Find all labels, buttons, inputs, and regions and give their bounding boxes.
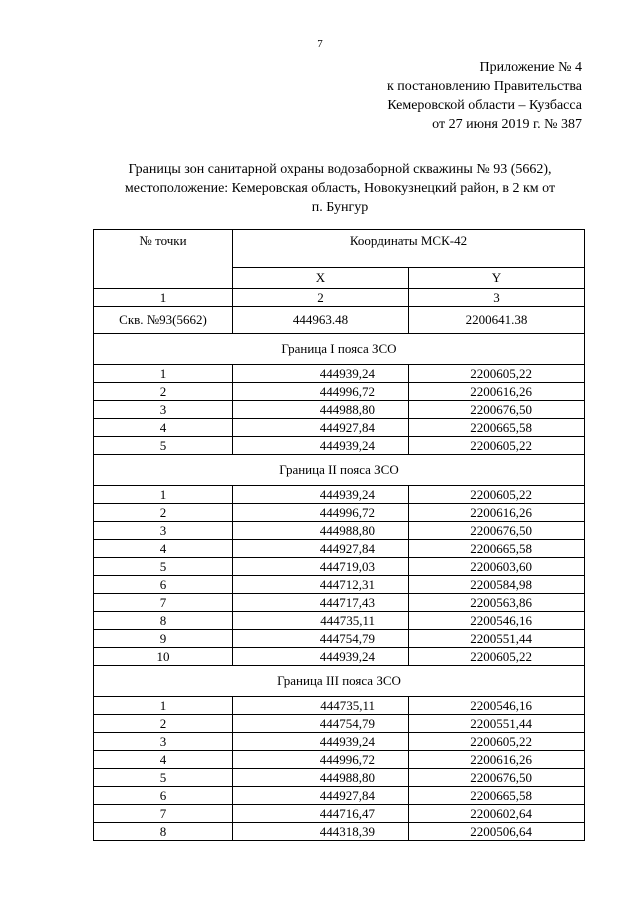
coordinate-y: 2200616,26 [409, 383, 585, 401]
point-number: 9 [94, 630, 233, 648]
appendix-line: Приложение № 4 [479, 60, 582, 75]
column-number-row [94, 289, 585, 307]
point-number: 10 [94, 648, 233, 666]
coordinate-x: 444988,80 [233, 401, 409, 419]
section-title: Граница III пояса ЗСО [94, 666, 585, 697]
coordinate-y: 2200605,22 [409, 437, 585, 455]
appendix-line: от 27 июня 2019 г. № 387 [432, 117, 582, 132]
coordinate-x: 444939,24 [233, 486, 409, 504]
coordinate-y: 2200665,58 [409, 419, 585, 437]
section-header-row [94, 334, 585, 365]
table-row [94, 486, 585, 504]
coordinate-x: 444939,24 [233, 437, 409, 455]
table-row [94, 504, 585, 522]
coordinate-x: 444712,31 [233, 576, 409, 594]
coordinate-y: 2200603,60 [409, 558, 585, 576]
point-number: 7 [94, 805, 233, 823]
column-header-y: Y [409, 268, 585, 289]
coordinate-y: 2200551,44 [409, 630, 585, 648]
coordinate-y: 2200563,86 [409, 594, 585, 612]
section-header-row [94, 455, 585, 486]
point-number: 5 [94, 558, 233, 576]
point-number: 5 [94, 437, 233, 455]
point-number: 1 [94, 486, 233, 504]
appendix-header [360, 58, 582, 134]
point-number: 6 [94, 576, 233, 594]
title-line: п. Бунгур [311, 200, 369, 215]
coordinate-x: 444719,03 [233, 558, 409, 576]
table-row [94, 558, 585, 576]
point-number: 2 [94, 715, 233, 733]
table-row [94, 697, 585, 715]
coordinate-y: 2200676,50 [409, 769, 585, 787]
table-row [94, 383, 585, 401]
column-number: 1 [94, 289, 233, 307]
coordinate-x: 444716,47 [233, 805, 409, 823]
section-title: Граница II пояса ЗСО [94, 455, 585, 486]
table-row [94, 787, 585, 805]
coordinates-table [93, 229, 585, 841]
coordinate-y: 2200665,58 [409, 787, 585, 805]
well-y: 2200641.38 [409, 307, 585, 334]
point-number: 3 [94, 733, 233, 751]
table-row [94, 751, 585, 769]
point-number: 1 [94, 697, 233, 715]
coordinate-x: 444996,72 [233, 504, 409, 522]
table-row [94, 576, 585, 594]
coordinate-y: 2200616,26 [409, 504, 585, 522]
table-row [94, 437, 585, 455]
point-number: 3 [94, 522, 233, 540]
coordinate-y: 2200605,22 [409, 486, 585, 504]
column-number: 3 [409, 289, 585, 307]
table-row [94, 401, 585, 419]
coordinate-x: 444939,24 [233, 733, 409, 751]
point-number: 6 [94, 787, 233, 805]
coordinate-y: 2200665,58 [409, 540, 585, 558]
coordinate-x: 444735,11 [233, 697, 409, 715]
column-header-coordinates: Координаты МСК-42 [233, 230, 585, 268]
coordinate-y: 2200551,44 [409, 715, 585, 733]
point-number: 4 [94, 751, 233, 769]
coordinate-y: 2200605,22 [409, 365, 585, 383]
coordinate-x: 444717,43 [233, 594, 409, 612]
coordinate-y: 2200605,22 [409, 648, 585, 666]
title-line: местоположение: Кемеровская область, Новокузнецкий район, в 2 км от [124, 181, 556, 196]
coordinate-x: 444996,72 [233, 383, 409, 401]
coordinate-x: 444318,39 [233, 823, 409, 841]
column-header-point: № точки [94, 230, 233, 289]
coordinate-y: 2200676,50 [409, 401, 585, 419]
section-header-row [94, 666, 585, 697]
coordinate-y: 2200616,26 [409, 751, 585, 769]
coordinate-x: 444939,24 [233, 648, 409, 666]
point-number: 4 [94, 540, 233, 558]
coordinate-x: 444927,84 [233, 787, 409, 805]
coordinate-y: 2200602,64 [409, 805, 585, 823]
table-row [94, 594, 585, 612]
point-number: 2 [94, 504, 233, 522]
coordinate-y: 2200584,98 [409, 576, 585, 594]
coordinate-x: 444988,80 [233, 522, 409, 540]
document-title [92, 160, 588, 217]
point-number: 4 [94, 419, 233, 437]
point-number: 2 [94, 383, 233, 401]
table-row [94, 365, 585, 383]
coordinate-x: 444754,79 [233, 715, 409, 733]
coordinate-x: 444927,84 [233, 540, 409, 558]
title-line: Границы зон санитарной охраны водозаборной скважины № 93 (5662), [128, 162, 552, 177]
coordinate-x: 444939,24 [233, 365, 409, 383]
table-row [94, 648, 585, 666]
well-x: 444963.48 [233, 307, 409, 334]
coordinate-x: 444927,84 [233, 419, 409, 437]
well-name: Скв. №93(5662) [94, 307, 233, 334]
table-row [94, 733, 585, 751]
table-header-row [94, 230, 585, 268]
coordinate-y: 2200546,16 [409, 697, 585, 715]
column-header-x: X [233, 268, 409, 289]
table-row [94, 805, 585, 823]
point-number: 7 [94, 594, 233, 612]
coordinate-x: 444735,11 [233, 612, 409, 630]
table-row [94, 715, 585, 733]
column-number: 2 [233, 289, 409, 307]
coordinate-y: 2200546,16 [409, 612, 585, 630]
table-row [94, 540, 585, 558]
section-title: Граница I пояса ЗСО [94, 334, 585, 365]
table-row [94, 630, 585, 648]
well-row [94, 307, 585, 334]
table-row [94, 769, 585, 787]
page-number: 7 [317, 38, 323, 50]
coordinate-y: 2200605,22 [409, 733, 585, 751]
coordinate-y: 2200506,64 [409, 823, 585, 841]
table-row [94, 823, 585, 841]
point-number: 8 [94, 612, 233, 630]
point-number: 3 [94, 401, 233, 419]
coordinate-x: 444996,72 [233, 751, 409, 769]
point-number: 8 [94, 823, 233, 841]
coordinate-x: 444754,79 [233, 630, 409, 648]
table-row [94, 522, 585, 540]
table-row [94, 419, 585, 437]
coordinate-y: 2200676,50 [409, 522, 585, 540]
point-number: 1 [94, 365, 233, 383]
appendix-line: Кемеровской области – Кузбасса [387, 98, 582, 113]
table-row [94, 612, 585, 630]
coordinate-x: 444988,80 [233, 769, 409, 787]
point-number: 5 [94, 769, 233, 787]
appendix-line: к постановлению Правительства [386, 79, 582, 94]
